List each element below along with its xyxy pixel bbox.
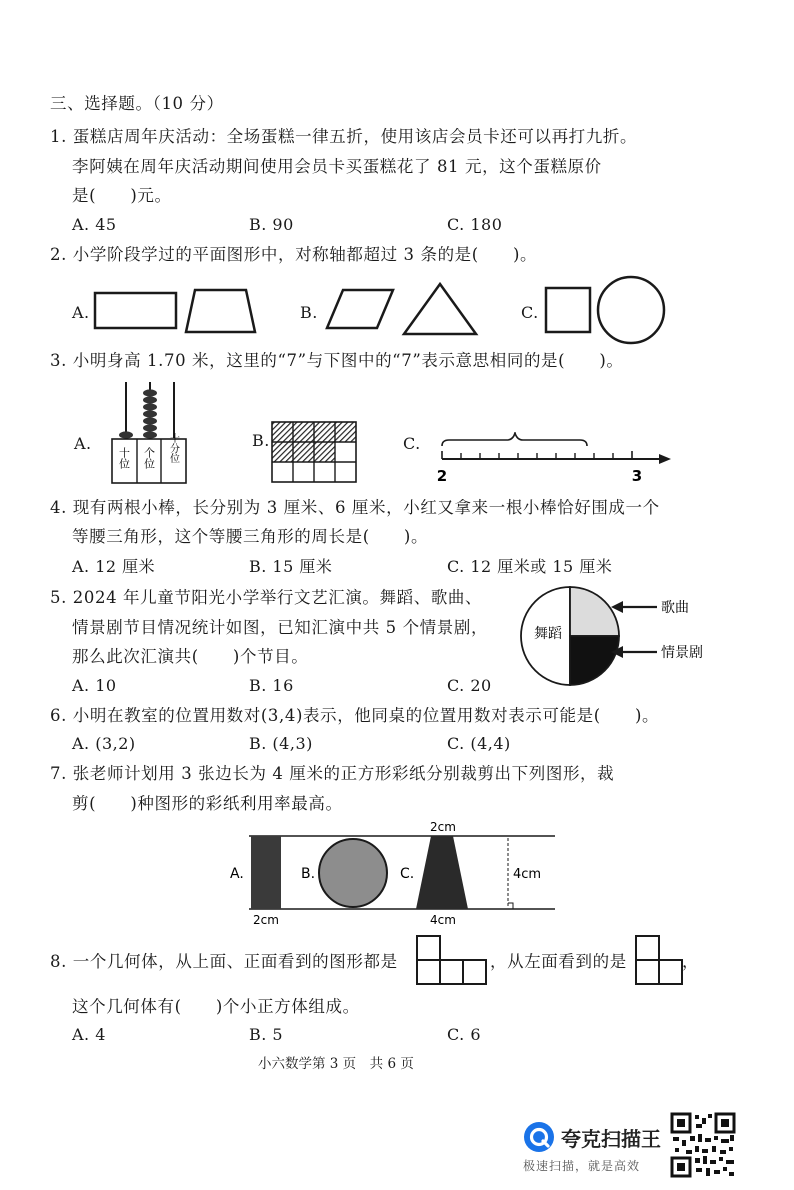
q2-option-c-label[interactable]: C. xyxy=(521,303,539,322)
q5-line-1: 5. 2024 年儿童节阳光小学举行文艺汇演。舞蹈、歌曲、 xyxy=(50,588,483,607)
parallelogram-shape xyxy=(327,290,393,328)
scanner-tagline: 极速扫描，就是高效 xyxy=(523,1159,641,1173)
q8-option-a[interactable]: A. 4 xyxy=(72,1025,106,1044)
q4-line-1: 4. 现有两根小棒，长分别为 3 厘米、6 厘米，小红又拿来一根小棒恰好围成一个 xyxy=(50,498,660,517)
q7-label-c: C. xyxy=(400,866,415,882)
q7-line-2: 剪( )种图形的彩纸利用率最高。 xyxy=(72,794,343,813)
triangle-shape xyxy=(404,284,476,334)
q4-option-c[interactable]: C. 12 厘米或 15 厘米 xyxy=(447,557,613,576)
q5-option-c[interactable]: C. 20 xyxy=(447,676,492,695)
q5-line-3: 那么此次汇演共( )个节目。 xyxy=(72,647,309,666)
trapezoid-cutout xyxy=(416,836,468,909)
cutout-figure xyxy=(225,818,565,930)
rectangle-cutout xyxy=(251,836,281,909)
abacus-bead xyxy=(143,431,157,438)
page-footer: 小六数学第 3 页 共 6 页 xyxy=(258,1056,414,1072)
q7-label-a: A. xyxy=(230,866,244,882)
pie-label-dance: 舞蹈 xyxy=(534,626,562,642)
abacus-bead xyxy=(119,431,133,438)
q5-line-2: 情景剧节目情况统计如图，已知汇演中共 5 个情景剧， xyxy=(72,618,489,637)
abacus-bead xyxy=(143,417,157,424)
abacus-figure xyxy=(100,378,200,488)
pie-label-song: 歌曲 xyxy=(661,600,689,616)
scanner-brand-name: 夸克扫描王 xyxy=(561,1127,661,1151)
q7-dim-bottom-a: 2cm xyxy=(253,913,279,927)
square-shape xyxy=(546,288,590,332)
q1-option-b[interactable]: B. 90 xyxy=(249,215,294,234)
q8-option-b[interactable]: B. 5 xyxy=(249,1025,284,1044)
abacus-label-ones: 个位 xyxy=(142,447,156,469)
pie-label-drama: 情景剧 xyxy=(661,645,703,661)
rectangle-shape xyxy=(95,293,176,328)
q6-option-c[interactable]: C. (4,4) xyxy=(447,734,511,753)
qr-code-icon xyxy=(670,1112,736,1178)
scanner-logo-icon xyxy=(522,1120,556,1154)
number-line-label-2: 2 xyxy=(436,467,448,485)
q8-line-1b: ，从左面看到的是 xyxy=(490,952,627,971)
q4-option-b[interactable]: B. 15 厘米 xyxy=(249,557,333,576)
q1-option-c[interactable]: C. 180 xyxy=(447,215,503,234)
trapezoid-shape xyxy=(186,290,255,332)
q2-line-1: 2. 小学阶段学过的平面图形中，对称轴都超过 3 条的是( )。 xyxy=(50,245,538,264)
q8-option-c[interactable]: C. 6 xyxy=(447,1025,482,1044)
q1-line-1: 1. 蛋糕店周年庆活动：全场蛋糕一律五折，使用该店会员卡还可以再打九折。 xyxy=(50,127,638,146)
q2-shapes xyxy=(0,270,794,350)
q1-line-2: 李阿姨在周年庆活动期间使用会员卡买蛋糕花了 81 元，这个蛋糕原价 xyxy=(72,157,602,176)
q3-option-b-label[interactable]: B. xyxy=(252,431,270,450)
q7-label-b: B. xyxy=(301,866,316,882)
q4-line-2: 等腰三角形，这个等腰三角形的周长是( )。 xyxy=(72,527,429,546)
abacus-bead xyxy=(143,403,157,410)
brace xyxy=(442,433,587,446)
circle-cutout xyxy=(319,839,387,907)
q3-option-c-label[interactable]: C. xyxy=(403,434,421,453)
pie-chart xyxy=(515,580,705,690)
abacus-bead xyxy=(143,410,157,417)
q8-line-1c: ， xyxy=(682,952,700,971)
section-title: 三、选择题。（10 分） xyxy=(50,94,224,113)
q7-dim-bottom-c: 4cm xyxy=(430,913,456,927)
abacus-label-tenths: 十分位 xyxy=(167,433,179,463)
q8-line-1a: 8. 一个几何体，从上面、正面看到的图形都是 xyxy=(50,952,398,971)
abacus-bead xyxy=(143,389,157,396)
q2-option-b-label[interactable]: B. xyxy=(300,303,318,322)
q8-line-2: 这个几何体有( )个小正方体组成。 xyxy=(72,997,360,1016)
number-line-label-3: 3 xyxy=(631,467,643,485)
number-line-figure xyxy=(425,432,675,488)
q3-line-1: 3. 小明身高 1.70 米，这里的“7”与下图中的“7”表示意思相同的是( )。 xyxy=(50,351,624,370)
pie-slice-song xyxy=(570,587,619,636)
q7-dim-height: 4cm xyxy=(513,867,542,882)
q4-option-a[interactable]: A. 12 厘米 xyxy=(72,557,156,576)
q6-line-1: 6. 小明在教室的位置用数对(3,4)表示，他同桌的位置用数对表示可能是( )。 xyxy=(50,706,660,725)
circle-shape xyxy=(598,277,664,343)
q3-option-a-label[interactable]: A. xyxy=(74,434,92,453)
fraction-grid-figure xyxy=(270,420,370,490)
q1-line-3: 是( )元。 xyxy=(72,186,172,205)
q7-dim-top: 2cm xyxy=(430,820,456,834)
q6-option-b[interactable]: B. (4,3) xyxy=(249,734,313,753)
q6-option-a[interactable]: A. (3,2) xyxy=(72,734,136,753)
q5-option-b[interactable]: B. 16 xyxy=(249,676,294,695)
pie-slice-drama xyxy=(570,636,619,685)
q7-line-1: 7. 张老师计划用 3 张边长为 4 厘米的正方形彩纸分别裁剪出下列图形，裁 xyxy=(50,764,615,783)
abacus-bead xyxy=(143,424,157,431)
q2-option-a-label[interactable]: A. xyxy=(72,303,90,322)
left-view-figure xyxy=(634,934,688,988)
abacus-bead xyxy=(143,396,157,403)
abacus-label-tens: 十位 xyxy=(117,447,131,469)
q5-option-a[interactable]: A. 10 xyxy=(72,676,117,695)
q1-option-a[interactable]: A. 45 xyxy=(72,215,117,234)
top-front-view-figure xyxy=(415,934,490,988)
